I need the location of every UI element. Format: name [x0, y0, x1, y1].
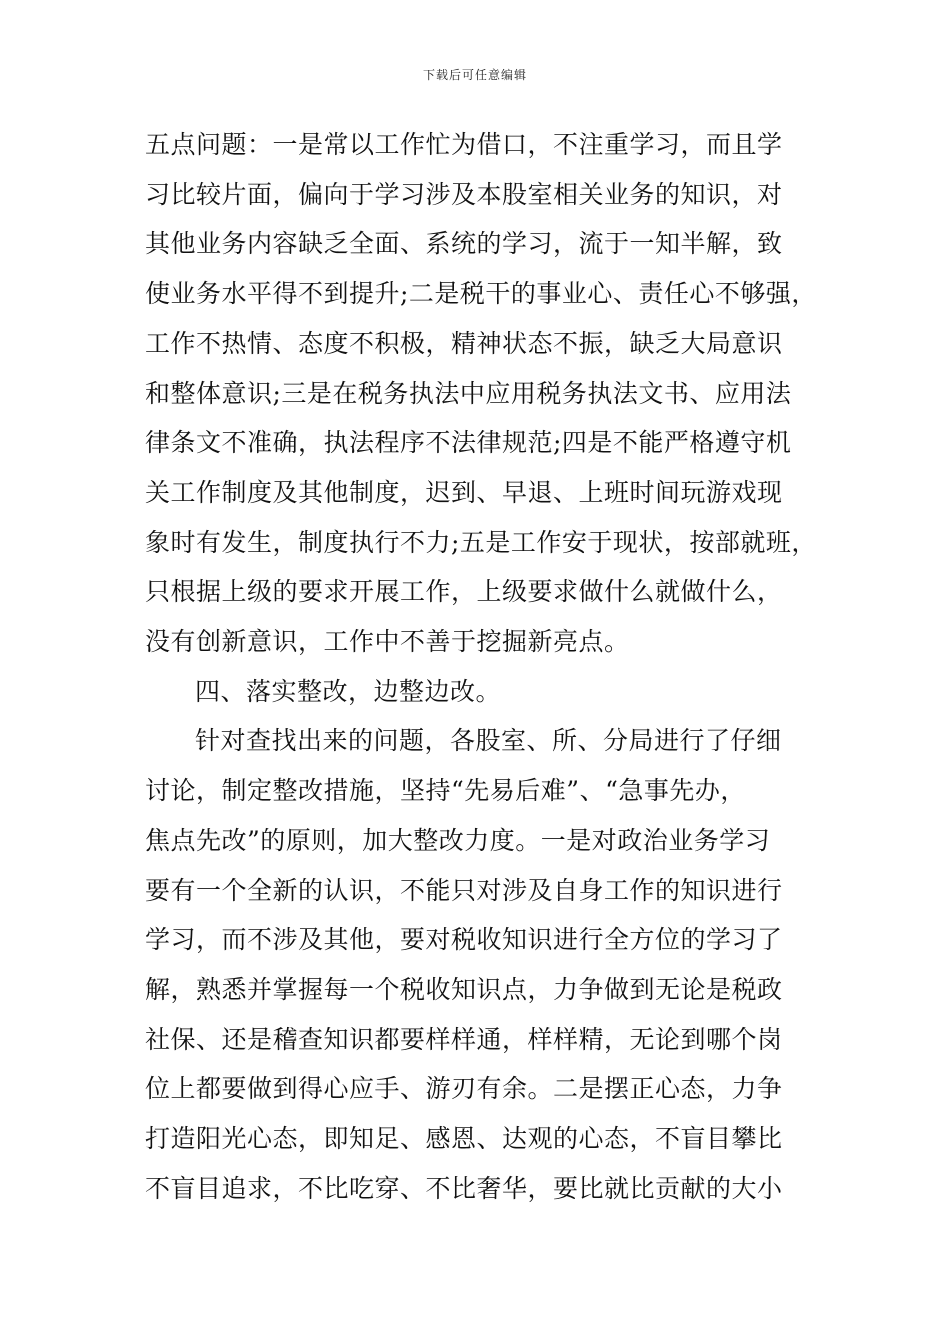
text-line: 没有创新意识，工作中不善于挖掘新亮点。 — [145, 627, 630, 656]
text-line: 其他业务内容缺乏全面、系统的学习，流于一知半解，致 — [145, 229, 783, 259]
text-line: 习比较片面，偏向于学习涉及本股室相关业务的知识，对 — [145, 179, 783, 209]
text-line: 关工作制度及其他制度，迟到、早退、上班时间玩游戏现 — [145, 477, 783, 507]
text-line: 律条文不准确，执法程序不法律规范;四是不能严格遵守机 — [145, 428, 792, 458]
text-line: 要有一个全新的认识，不能只对涉及自身工作的知识进行 — [145, 875, 783, 905]
text-line: 象时有发生，制度执行不力;五是工作安于现状，按部就班， — [145, 527, 817, 557]
text-line: 工作不热情、态度不积极，精神状态不振，缺乏大局意识 — [145, 328, 783, 358]
text-line: 和整体意识;三是在税务执法中应用税务执法文书、应用法 — [145, 378, 792, 408]
text-line: 针对查找出来的问题，各股室、所、分局进行了仔细 — [195, 726, 782, 756]
text-line: 学习，而不涉及其他，要对税收知识进行全方位的学习了 — [145, 925, 783, 955]
text-line: 五点问题：一是常以工作忙为借口，不注重学习，而且学 — [145, 130, 783, 159]
text-line: 解，熟悉并掌握每一个税收知识点，力争做到无论是税政 — [145, 974, 783, 1004]
text-line: 社保、还是稽查知识都要样样通，样样精，无论到哪个岗 — [145, 1024, 783, 1054]
text-line: 打造阳光心态，即知足、感恩、达观的心态，不盲目攀比 — [145, 1124, 783, 1153]
page-header: 下载后可任意编辑 — [422, 68, 527, 82]
text-line: 不盲目追求，不比吃穿、不比奢华，要比就比贡献的大小 — [145, 1173, 783, 1203]
section-heading: 四、落实整改，边整边改。 — [195, 676, 502, 706]
text-line: 只根据上级的要求开展工作，上级要求做什么就做什么， — [145, 577, 783, 607]
text-line: 位上都要做到得心应手、游刃有余。二是摆正心态，力争 — [145, 1074, 783, 1104]
text-line: 使业务水平得不到提升;二是税干的事业心、责任心不够强， — [145, 279, 817, 309]
text-line: 讨论，制定整改措施，坚持“先易后难”、“急事先办， — [145, 776, 746, 806]
text-line: 焦点先改”的原则，加大整改力度。一是对政治业务学习 — [145, 825, 771, 855]
